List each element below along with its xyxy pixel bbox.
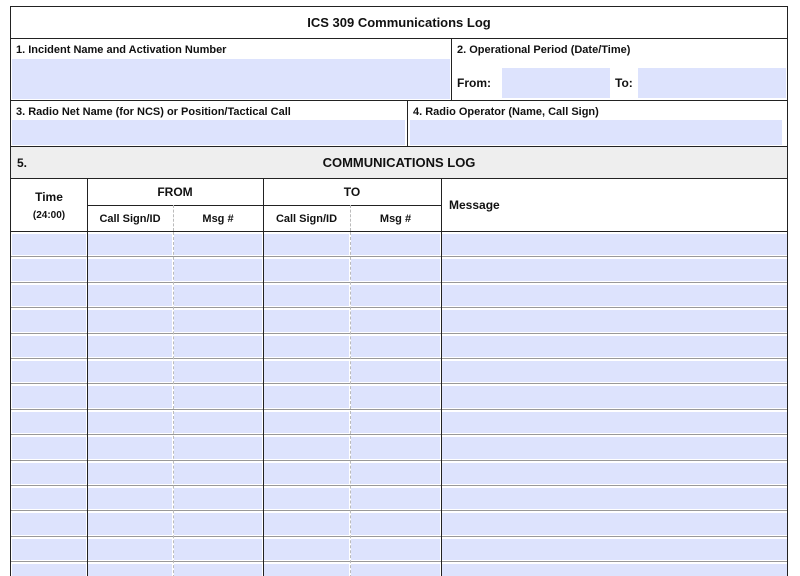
to-call-sign-cell[interactable] — [264, 259, 349, 280]
from-call-sign-cell[interactable] — [88, 564, 172, 576]
time-cell[interactable] — [12, 488, 86, 509]
to-msg-num-cell[interactable] — [351, 539, 440, 560]
to-call-sign-cell[interactable] — [264, 564, 349, 576]
to-msg-num-header: Msg # — [379, 212, 412, 225]
to-call-sign-cell[interactable] — [264, 488, 349, 509]
radio-operator-input[interactable] — [410, 120, 782, 145]
message-cell[interactable] — [442, 412, 788, 433]
incident-row — [11, 39, 787, 101]
to-msg-num-cell[interactable] — [351, 259, 440, 280]
table-row — [11, 562, 787, 576]
time-cell[interactable] — [12, 437, 86, 458]
column-divider — [441, 232, 442, 576]
time-cell[interactable] — [12, 513, 86, 534]
radio-net-cell — [11, 101, 408, 146]
from-msg-num-cell[interactable] — [174, 513, 262, 534]
to-call-sign-cell[interactable] — [264, 336, 349, 357]
to-msg-num-cell[interactable] — [351, 564, 440, 576]
column-divider — [263, 232, 264, 576]
from-msg-num-cell[interactable] — [174, 412, 262, 433]
message-cell[interactable] — [442, 259, 788, 280]
ics-309-form — [10, 6, 788, 576]
message-cell[interactable] — [442, 463, 788, 484]
message-cell[interactable] — [442, 513, 788, 534]
message-cell[interactable] — [442, 310, 788, 331]
from-call-sign-cell[interactable] — [88, 259, 172, 280]
message-cell[interactable] — [442, 336, 788, 357]
from-call-sign-cell[interactable] — [88, 463, 172, 484]
from-msg-num-cell[interactable] — [174, 437, 262, 458]
from-call-sign-cell[interactable] — [88, 285, 172, 306]
table-row — [11, 511, 787, 536]
to-call-sign-header: Call Sign/ID — [275, 212, 338, 225]
from-msg-num-cell[interactable] — [174, 361, 262, 382]
from-msg-num-cell[interactable] — [174, 488, 262, 509]
time-header: Time — [35, 190, 63, 204]
to-msg-num-cell[interactable] — [351, 463, 440, 484]
to-call-sign-cell[interactable] — [264, 463, 349, 484]
from-call-sign-cell[interactable] — [88, 310, 172, 331]
to-msg-num-cell[interactable] — [351, 336, 440, 357]
table-row — [11, 435, 787, 460]
from-call-sign-cell[interactable] — [88, 437, 172, 458]
message-cell[interactable] — [442, 539, 788, 560]
to-call-sign-cell[interactable] — [264, 310, 349, 331]
message-cell[interactable] — [442, 361, 788, 382]
message-cell[interactable] — [442, 564, 788, 576]
radio-row — [11, 101, 787, 147]
message-cell[interactable] — [442, 386, 788, 407]
from-msg-num-cell[interactable] — [174, 336, 262, 357]
message-cell[interactable] — [442, 285, 788, 306]
to-msg-num-cell[interactable] — [351, 488, 440, 509]
from-call-sign-cell[interactable] — [88, 488, 172, 509]
time-cell[interactable] — [12, 463, 86, 484]
to-call-sign-cell[interactable] — [264, 234, 349, 255]
from-msg-num-cell[interactable] — [174, 564, 262, 576]
table-row — [11, 486, 787, 511]
radio-operator-cell — [408, 101, 787, 146]
time-cell[interactable] — [12, 412, 86, 433]
communications-log-header — [11, 147, 787, 179]
from-msg-num-header: Msg # — [202, 212, 234, 225]
to-call-sign-cell[interactable] — [264, 539, 349, 560]
table-row — [11, 334, 787, 359]
to-msg-num-cell[interactable] — [351, 412, 440, 433]
from-label: From: — [457, 76, 491, 90]
time-cell[interactable] — [12, 336, 86, 357]
message-header: Message — [449, 198, 500, 212]
time-cell[interactable] — [12, 259, 86, 280]
column-divider — [87, 232, 88, 576]
section-number: 5. — [17, 155, 28, 170]
table-row — [11, 384, 787, 409]
column-divider-dashed — [173, 232, 174, 576]
column-divider-dashed — [350, 232, 351, 576]
form-title: ICS 309 Communications Log — [11, 7, 787, 39]
table-row — [11, 359, 787, 384]
to-msg-num-cell[interactable] — [351, 234, 440, 255]
radio-net-input[interactable] — [12, 120, 405, 145]
to-call-sign-cell[interactable] — [264, 361, 349, 382]
to-msg-num-cell[interactable] — [351, 437, 440, 458]
to-call-sign-cell[interactable] — [264, 386, 349, 407]
table-row — [11, 308, 787, 333]
radio-operator-label: 4. Radio Operator (Name, Call Sign) — [413, 106, 599, 118]
from-msg-num-cell[interactable] — [174, 386, 262, 407]
to-call-sign-cell[interactable] — [264, 412, 349, 433]
to-msg-num-cell[interactable] — [351, 386, 440, 407]
table-row — [11, 232, 787, 257]
from-msg-num-cell[interactable] — [174, 310, 262, 331]
table-row — [11, 537, 787, 562]
to-header: TO — [343, 185, 361, 199]
from-call-sign-cell[interactable] — [88, 412, 172, 433]
to-msg-num-cell[interactable] — [351, 285, 440, 306]
to-call-sign-cell[interactable] — [264, 437, 349, 458]
time-format-label: (24:00) — [32, 209, 66, 221]
from-msg-num-cell[interactable] — [174, 463, 262, 484]
table-row — [11, 461, 787, 486]
message-cell[interactable] — [442, 437, 788, 458]
incident-name-cell — [11, 39, 452, 100]
from-call-sign-cell[interactable] — [88, 513, 172, 534]
from-call-sign-cell[interactable] — [88, 361, 172, 382]
table-row — [11, 257, 787, 282]
from-msg-num-cell[interactable] — [174, 285, 262, 306]
table-row — [11, 410, 787, 435]
period-to-input[interactable] — [638, 68, 786, 98]
log-grid — [11, 232, 787, 576]
time-cell[interactable] — [12, 539, 86, 560]
time-cell[interactable] — [12, 386, 86, 407]
time-cell[interactable] — [12, 285, 86, 306]
from-call-sign-cell[interactable] — [88, 336, 172, 357]
time-cell[interactable] — [12, 564, 86, 576]
from-msg-num-cell[interactable] — [174, 259, 262, 280]
to-label: To: — [615, 76, 633, 90]
time-cell[interactable] — [12, 361, 86, 382]
from-msg-num-cell[interactable] — [174, 539, 262, 560]
radio-net-label: 3. Radio Net Name (for NCS) or Position/Tactical Call — [16, 106, 291, 118]
incident-name-input[interactable] — [12, 59, 450, 99]
from-call-sign-cell[interactable] — [88, 234, 172, 255]
from-msg-num-cell[interactable] — [174, 234, 262, 255]
period-from-input[interactable] — [502, 68, 610, 98]
from-call-sign-cell[interactable] — [88, 539, 172, 560]
from-call-sign-header: Call Sign/ID — [99, 212, 161, 225]
section-title: COMMUNICATIONS LOG — [322, 155, 476, 170]
time-cell[interactable] — [12, 310, 86, 331]
operational-period-cell — [452, 39, 787, 100]
log-column-headers — [11, 179, 787, 232]
to-msg-num-cell[interactable] — [351, 513, 440, 534]
message-cell[interactable] — [442, 234, 788, 255]
to-call-sign-cell[interactable] — [264, 285, 349, 306]
incident-name-label: 1. Incident Name and Activation Number — [16, 44, 227, 56]
operational-period-label: 2. Operational Period (Date/Time) — [457, 44, 631, 56]
to-msg-num-cell[interactable] — [351, 310, 440, 331]
from-call-sign-cell[interactable] — [88, 386, 172, 407]
to-msg-num-cell[interactable] — [351, 361, 440, 382]
from-header: FROM — [157, 185, 193, 199]
time-cell[interactable] — [12, 234, 86, 255]
to-call-sign-cell[interactable] — [264, 513, 349, 534]
message-cell[interactable] — [442, 488, 788, 509]
table-row — [11, 283, 787, 308]
